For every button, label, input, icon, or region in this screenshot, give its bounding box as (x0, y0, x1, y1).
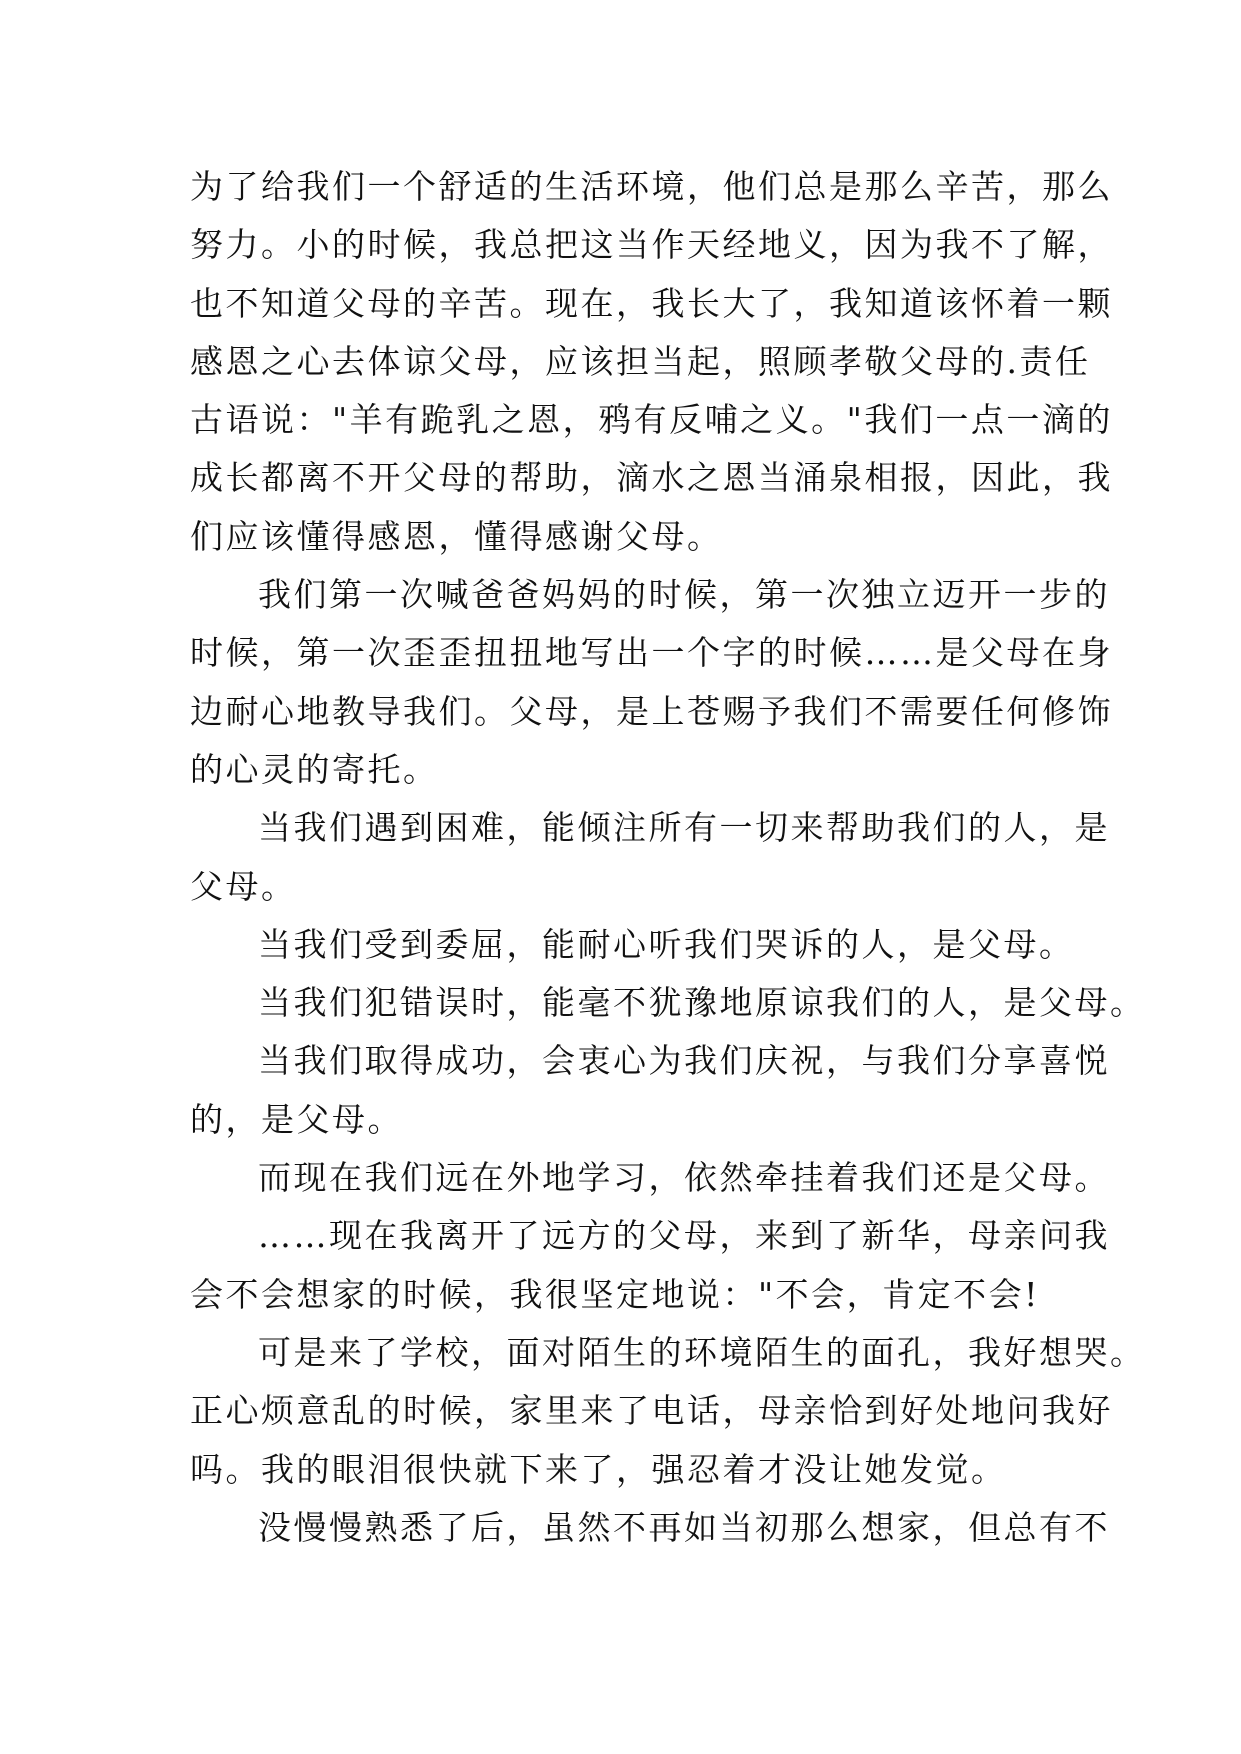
text-line: 会不会想家的时候，我很坚定地说："不会，肯定不会! (190, 1274, 1040, 1314)
text-line: 边耐心地教导我们。父母，是上苍赐予我们不需要任何修饰 (190, 691, 1113, 731)
text-line: 吗。我的眼泪很快就下来了，强忍着才没让她发觉。 (190, 1449, 1007, 1489)
text-line: 成长都离不开父母的帮助，滴水之恩当涌泉相报，因此，我 (190, 458, 1113, 498)
text-line: 当我们取得成功，会衷心为我们庆祝，与我们分享喜悦 (258, 1041, 1110, 1081)
text-line: 努力。小的时候，我总把这当作天经地义，因为我不了解， (190, 225, 1113, 265)
text-line: 而现在我们远在外地学习，依然牵挂着我们还是父母。 (258, 1158, 1110, 1198)
text-line: 当我们犯错误时，能毫不犹豫地原谅我们的人，是父母。 (258, 983, 1146, 1023)
text-line: 没慢慢熟悉了后，虽然不再如当初那么想家，但总有不 (258, 1507, 1110, 1547)
text-line: 正心烦意乱的时候，家里来了电话，母亲恰到好处地问我好 (190, 1391, 1113, 1431)
text-line: 父母。 (190, 866, 297, 906)
text-line: 的，是父母。 (190, 1099, 403, 1139)
text-line: 当我们受到委屈，能耐心听我们哭诉的人，是父母。 (258, 924, 1075, 964)
text-line: 当我们遇到困难，能倾注所有一切来帮助我们的人，是 (258, 808, 1110, 848)
text-line: 古语说："羊有跪乳之恩，鸦有反哺之义。"我们一点一滴的 (190, 400, 1113, 440)
text-line: 的心灵的寄托。 (190, 749, 439, 789)
text-line: 感恩之心去体谅父母，应该担当起，照顾孝敬父母的.责任 (190, 341, 1091, 381)
text-line: ……现在我离开了远方的父母，来到了新华，母亲问我 (258, 1216, 1110, 1256)
text-line: 们应该懂得感恩，懂得感谢父母。 (190, 516, 723, 556)
document-body (190, 158, 1146, 1557)
text-line: 时候，第一次歪歪扭扭地写出一个字的时候……是父母在身 (190, 633, 1113, 673)
text-line: 我们第一次喊爸爸妈妈的时候，第一次独立迈开一步的 (258, 575, 1110, 615)
text-line: 可是来了学校，面对陌生的环境陌生的面孔，我好想哭。 (258, 1332, 1146, 1372)
text-line: 为了给我们一个舒适的生活环境，他们总是那么辛苦，那么 (190, 167, 1113, 206)
text-line: 也不知道父母的辛苦。现在，我长大了，我知道该怀着一颗 (190, 283, 1113, 323)
